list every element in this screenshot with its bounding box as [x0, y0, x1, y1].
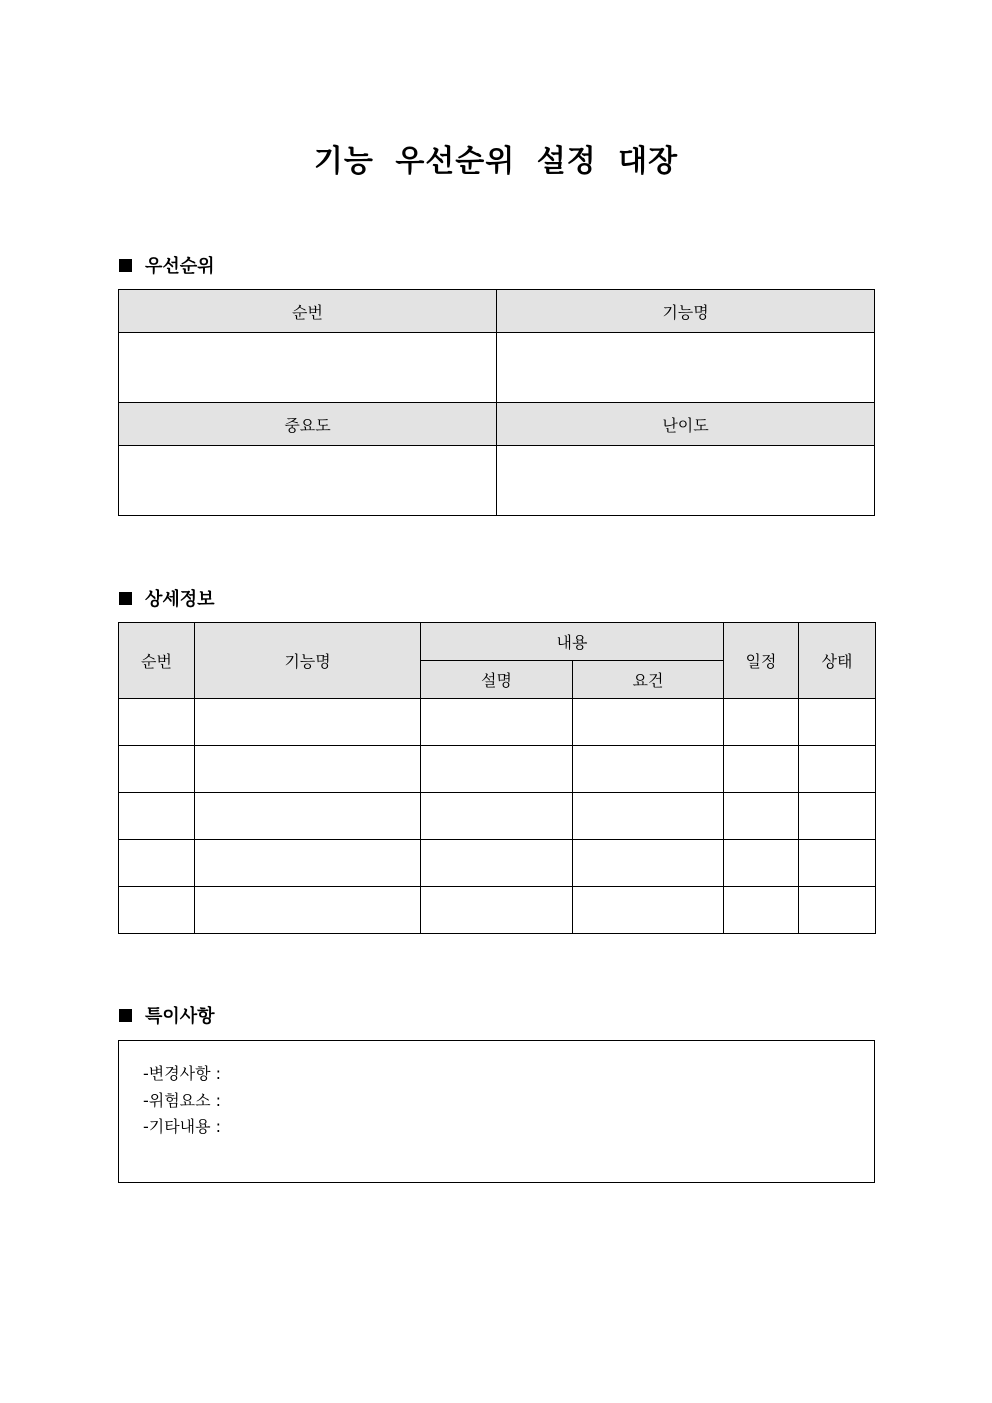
detail-heading-label: 상세정보	[145, 589, 215, 610]
table-cell[interactable]	[724, 793, 799, 840]
detail-requirement-header: 요건	[573, 661, 724, 699]
square-bullet-icon	[119, 259, 132, 272]
table-cell[interactable]	[724, 699, 799, 746]
notes-change-item: -변경사항 :	[143, 1064, 222, 1083]
table-cell[interactable]	[724, 840, 799, 887]
table-cell[interactable]	[799, 746, 876, 793]
detail-feature-header: 기능명	[195, 623, 421, 699]
table-cell[interactable]	[573, 746, 724, 793]
notes-heading-label: 특이사항	[145, 1006, 215, 1027]
table-cell[interactable]	[119, 746, 195, 793]
priority-heading-label: 우선순위	[145, 256, 215, 277]
table-cell[interactable]	[573, 887, 724, 934]
notes-risk-item: -위험요소 :	[143, 1090, 222, 1110]
difficulty-cell[interactable]	[497, 446, 875, 516]
table-cell[interactable]	[195, 887, 421, 934]
table-cell[interactable]	[573, 793, 724, 840]
detail-status-header: 상태	[799, 623, 876, 699]
table-row	[119, 887, 876, 934]
detail-content-header: 내용	[421, 623, 724, 661]
notes-box[interactable]	[118, 1040, 875, 1183]
difficulty-header: 난이도	[497, 403, 875, 446]
table-cell[interactable]	[573, 840, 724, 887]
table-cell[interactable]	[119, 793, 195, 840]
square-bullet-icon	[119, 1009, 132, 1022]
table-row	[119, 746, 876, 793]
table-cell[interactable]	[195, 699, 421, 746]
detail-table	[118, 622, 876, 934]
table-row	[119, 840, 876, 887]
table-row	[119, 793, 876, 840]
priority-table	[118, 289, 875, 516]
priority-section-heading	[119, 253, 215, 277]
table-cell[interactable]	[119, 840, 195, 887]
table-cell[interactable]	[421, 840, 573, 887]
notes-section-heading	[119, 1003, 215, 1027]
feature-name-header: 기능명	[497, 290, 875, 333]
table-cell[interactable]	[119, 699, 195, 746]
table-cell[interactable]	[799, 887, 876, 934]
table-cell[interactable]	[724, 746, 799, 793]
importance-cell[interactable]	[119, 446, 497, 516]
notes-other-item: -기타내용 :	[143, 1117, 222, 1136]
detail-section-heading	[119, 586, 215, 610]
table-cell[interactable]	[799, 840, 876, 887]
square-bullet-icon	[119, 592, 132, 605]
table-cell[interactable]	[421, 699, 573, 746]
table-cell[interactable]	[421, 746, 573, 793]
detail-description-header: 설명	[421, 661, 573, 699]
table-cell[interactable]	[421, 887, 573, 934]
table-cell[interactable]	[195, 840, 421, 887]
table-cell[interactable]	[799, 699, 876, 746]
table-cell[interactable]	[573, 699, 724, 746]
table-cell[interactable]	[421, 793, 573, 840]
importance-header: 중요도	[119, 403, 497, 446]
notes-list	[143, 1061, 221, 1141]
detail-schedule-header: 일정	[724, 623, 799, 699]
table-cell[interactable]	[195, 746, 421, 793]
table-cell[interactable]	[119, 887, 195, 934]
feature-name-cell[interactable]	[497, 333, 875, 403]
seq-header: 순번	[119, 290, 497, 333]
table-cell[interactable]	[195, 793, 421, 840]
detail-seq-header: 순번	[119, 623, 195, 699]
table-cell[interactable]	[724, 887, 799, 934]
page-title: 기능 우선순위 설정 대장	[313, 144, 679, 179]
table-row	[119, 699, 876, 746]
table-cell[interactable]	[799, 793, 876, 840]
seq-cell[interactable]	[119, 333, 497, 403]
